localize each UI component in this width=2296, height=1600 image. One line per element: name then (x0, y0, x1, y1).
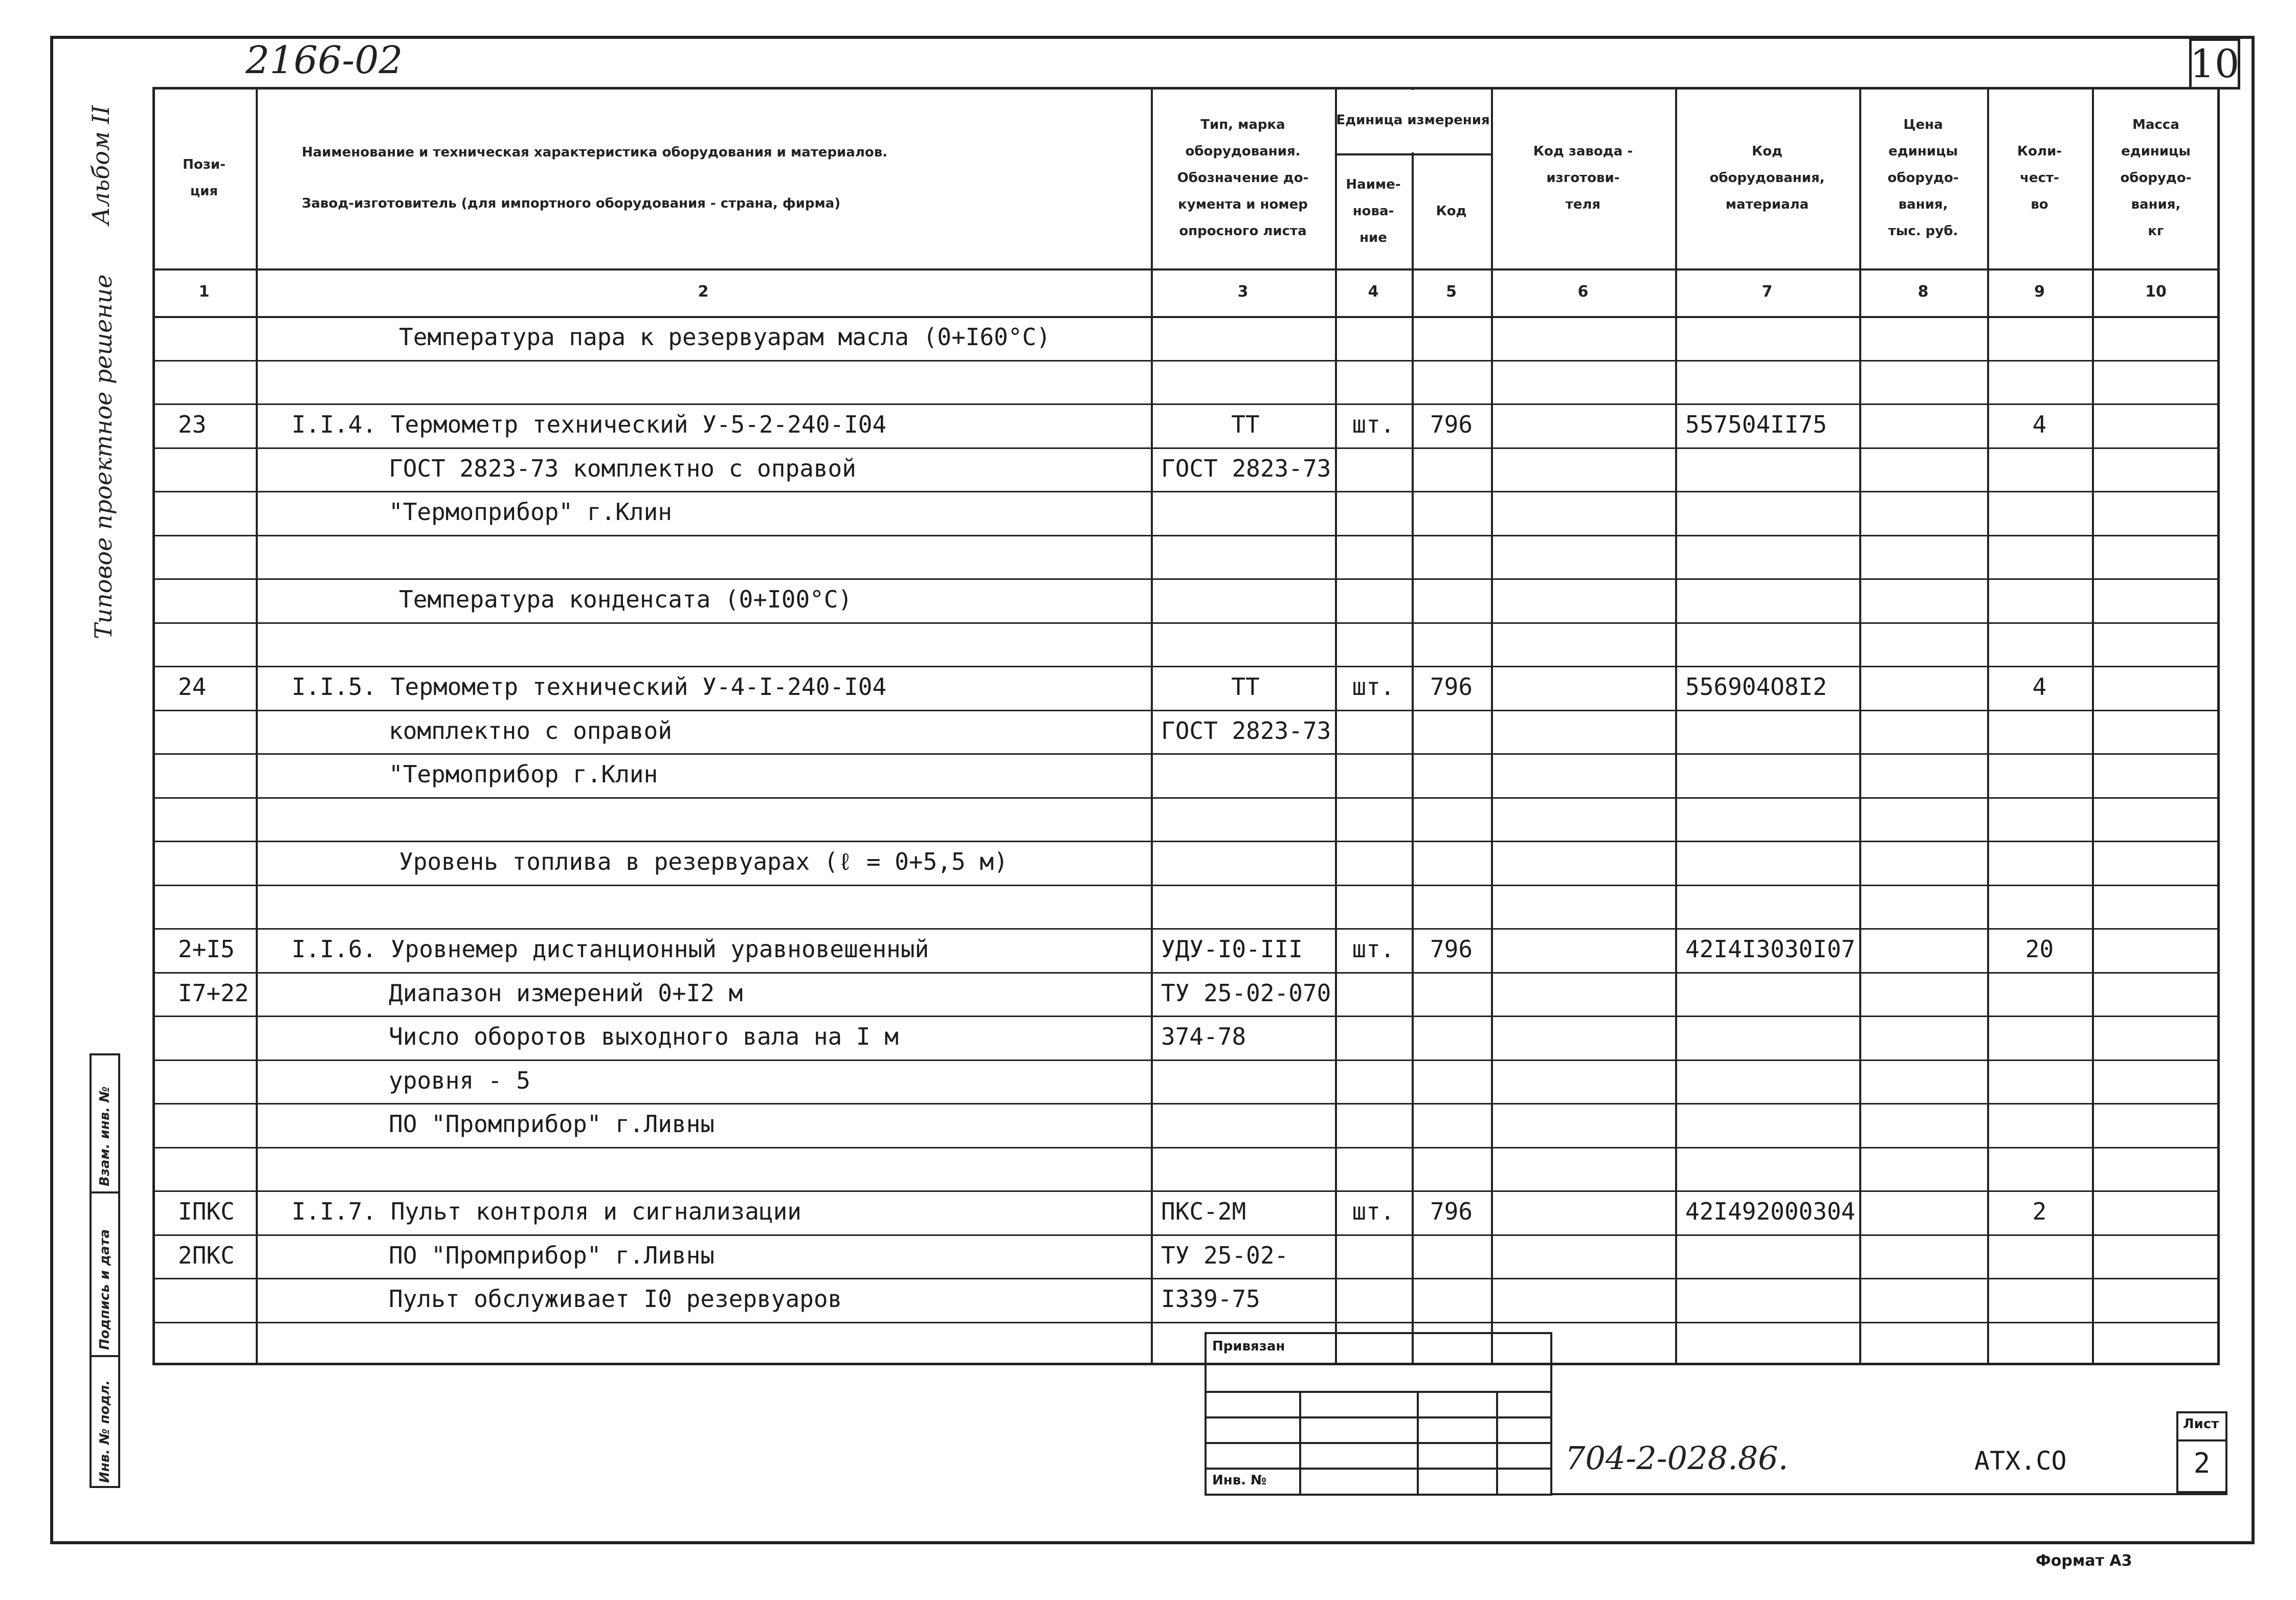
table-cell-c3: ГОСТ 2823-73 (1161, 454, 1331, 482)
row-divider (152, 797, 2220, 799)
row-divider (152, 710, 2220, 711)
table-cell-c5: 796 (1430, 411, 1473, 438)
table-cell-c1: 2ПКС (178, 1241, 235, 1269)
column-number: 1 (198, 283, 210, 301)
table-cell-c7: 557504II75 (1685, 411, 1827, 438)
left-stamp-cell: Взам. инв. № (97, 1086, 113, 1186)
column-header-line: Код (1436, 203, 1467, 219)
table-cell-c2: Пульт обслуживает I0 резервуаров (389, 1285, 842, 1313)
column-header-line: Цена (1903, 117, 1943, 132)
column-header (1335, 153, 1412, 268)
side-album-label: Альбом II (87, 105, 115, 225)
table-cell-c2: комплектно с оправой (389, 716, 672, 745)
column-header-line: оборудования. (1185, 143, 1301, 159)
column-header-line: вания, (1898, 196, 1948, 212)
table-cell-c1: I7+22 (178, 979, 249, 1007)
list-label: Лист (2183, 1416, 2219, 1432)
column-number: 5 (1446, 283, 1457, 301)
column-header (1335, 87, 1491, 153)
header-divider (152, 268, 2220, 271)
column-header-line: единицы (1888, 143, 1958, 159)
table-cell-c2: I.I.4. Термометр технический У-5-2-240-I04 (292, 411, 887, 438)
table-cell-c2: ГОСТ 2823-73 комплектно с оправой (389, 454, 856, 482)
table-cell-c3: ГОСТ 2823-73 (1161, 716, 1331, 745)
format-label: Формат А3 (2036, 1552, 2132, 1570)
row-divider (152, 403, 2220, 405)
column-number: 7 (1762, 283, 1773, 301)
row-divider (152, 1278, 2220, 1279)
column-header (1491, 87, 1675, 268)
table-cell-c7: 556904O8I2 (1685, 673, 1827, 701)
column-number: 10 (2145, 283, 2167, 301)
table-cell-c3: ТУ 25-02-070 (1161, 979, 1331, 1007)
table-cell-c2: Температура пара к резервуарам масла (0+I60°C) (399, 323, 1051, 351)
table-cell-c9: 20 (2025, 935, 2054, 963)
row-divider (152, 1060, 2220, 1061)
column-header-line: кг (2148, 223, 2164, 239)
table-cell-c7: 42I4I3030I07 (1685, 935, 1856, 963)
doc-number-handwritten: 2166-02 (246, 38, 403, 82)
row-divider (152, 753, 2220, 755)
title-block (1205, 1332, 1552, 1496)
column-header-line: Обозначение до- (1177, 170, 1309, 186)
column-header-line: оборудо- (2120, 170, 2192, 186)
column-header (1151, 87, 1335, 268)
header-divider (152, 316, 2220, 318)
column-divider (2092, 87, 2094, 1365)
column-header-line: оборудо- (1887, 170, 1959, 186)
column-number: 4 (1368, 283, 1379, 301)
column-divider (1491, 87, 1493, 1365)
sheet-code: АТХ.СО (1974, 1446, 2067, 1476)
list-box-divider (2176, 1439, 2227, 1441)
column-header-line: Код (1751, 143, 1783, 159)
table-cell-c2: "Термоприбор г.Клин (389, 760, 658, 788)
column-header-line: Коли- (2017, 143, 2062, 159)
column-divider (1412, 87, 1414, 1365)
column-divider (1675, 87, 1677, 1365)
column-header-line: во (2031, 196, 2048, 212)
row-divider (152, 535, 2220, 536)
table-cell-c3: ПКС-2М (1161, 1198, 1246, 1225)
table-cell-c2: I.I.5. Термометр технический У-4-I-240-I04 (292, 673, 887, 701)
table-cell-c9: 4 (2032, 673, 2047, 701)
column-header-line: Единица измерения (1336, 112, 1490, 128)
table-cell-c2: ПО "Промприбор" г.Ливны (389, 1241, 715, 1269)
table-cell-c2: Температура конденсата (0+I00°C) (399, 585, 853, 613)
column-number: 8 (1918, 283, 1929, 301)
table-cell-c2: Диапазон измерений 0+I2 м (389, 979, 743, 1007)
title-block-line (1205, 1442, 1552, 1444)
column-header (256, 87, 1151, 268)
table-cell-c5: 796 (1430, 935, 1473, 963)
row-divider (152, 360, 2220, 362)
row-divider (152, 1190, 2220, 1192)
column-number: 9 (2034, 283, 2045, 301)
row-divider (152, 1016, 2220, 1017)
table-cell-c1: 2+I5 (178, 935, 235, 963)
column-header-line: кумента и номер (1178, 196, 1308, 212)
row-divider (152, 491, 2220, 492)
column-header (1859, 87, 1987, 268)
table-cell-c2: Уровень топлива в резервуарах (ℓ = 0+5,5 м) (399, 848, 1008, 875)
column-header-line: Масса (2132, 117, 2179, 132)
column-header-line: ние (1359, 230, 1387, 245)
table-cell-c3: ТТ (1231, 411, 1260, 438)
column-divider (1151, 87, 1153, 1365)
table-cell-c2: ПО "Промприбор" г.Ливны (389, 1110, 715, 1138)
row-divider (152, 1322, 2220, 1323)
side-project-label: Типовое проектное решение (90, 274, 117, 639)
left-stamp-divider (90, 1355, 120, 1357)
doc-code-handwritten: 704-2-028.86. (1565, 1439, 1789, 1477)
table-cell-c4: шт. (1352, 411, 1395, 438)
table-cell-c2: "Термоприбор" г.Клин (389, 498, 672, 526)
row-divider (152, 447, 2220, 449)
privyazan-label: Привязан (1212, 1339, 1285, 1354)
row-divider (152, 1147, 2220, 1148)
left-stamp-cell: Инв. № подл. (97, 1380, 113, 1483)
list-value: 2 (2193, 1447, 2211, 1479)
table-cell-c1: 24 (178, 673, 207, 701)
column-header (2092, 87, 2220, 268)
column-header-line: Код завода - (1533, 143, 1633, 159)
table-cell-c5: 796 (1430, 1198, 1473, 1225)
title-block-line (1496, 1391, 1498, 1496)
title-block-line (1205, 1391, 1552, 1393)
column-header-line: чест- (2020, 170, 2059, 186)
table-cell-c4: шт. (1352, 1198, 1395, 1225)
table-cell-c2: I.I.7. Пульт контроля и сигнализации (292, 1198, 801, 1225)
title-block-line (1205, 1468, 1552, 1470)
row-divider (152, 622, 2220, 624)
column-header-line: оборудования, (1709, 170, 1825, 186)
column-header-line: Пози- (183, 156, 226, 172)
column-header-line: Тип, марка (1200, 117, 1285, 132)
table-cell-c4: шт. (1352, 673, 1395, 701)
table-cell-c7: 42I492000304 (1685, 1198, 1856, 1225)
row-divider (152, 885, 2220, 886)
row-divider (152, 1103, 2220, 1105)
column-header-line: ция (190, 183, 218, 199)
column-header (1675, 87, 1859, 268)
row-divider (152, 666, 2220, 667)
column-divider (1859, 87, 1861, 1365)
row-divider (152, 928, 2220, 930)
table-cell-c2: уровня - 5 (389, 1066, 530, 1094)
column-header-line: теля (1565, 196, 1601, 212)
table-cell-c1: IПКС (178, 1198, 235, 1225)
column-header-line: изготови- (1546, 170, 1620, 186)
table-cell-c4: шт. (1352, 935, 1395, 963)
column-divider (1335, 87, 1337, 1365)
table-cell-c3: ТТ (1231, 673, 1260, 701)
table-cell-c9: 4 (2032, 411, 2047, 438)
column-header-line: нова- (1352, 203, 1394, 219)
table-cell-c3: I339-75 (1161, 1285, 1260, 1313)
page-number: 10 (2190, 41, 2240, 86)
column-header (1412, 153, 1491, 268)
column-header-line: Наименование и техническая характеристика оборудования и материалов. (302, 144, 888, 160)
row-divider (152, 972, 2220, 974)
row-divider (152, 841, 2220, 842)
column-header-line: материала (1725, 196, 1809, 212)
title-block-line (1205, 1416, 1552, 1418)
table-cell-c3: 374-78 (1161, 1023, 1246, 1050)
column-number: 6 (1577, 283, 1589, 301)
left-stamp-cell: Подпись и дата (97, 1229, 113, 1350)
title-block-base (1552, 1493, 2227, 1495)
column-header-line: вания, (2131, 196, 2181, 212)
table-cell-c2: I.I.6. Уровнемер дистанционный уравновешенный (292, 935, 929, 963)
column-header-line: Наиме- (1346, 176, 1401, 192)
column-divider (256, 87, 258, 1365)
column-number: 3 (1237, 283, 1249, 301)
column-header-line: опросного листа (1179, 223, 1307, 239)
row-divider (152, 578, 2220, 580)
column-header-line: единицы (2121, 143, 2191, 159)
column-number: 2 (698, 283, 709, 301)
column-header-line: тыс. руб. (1888, 223, 1958, 239)
title-block-line (1417, 1391, 1419, 1496)
table-cell-c5: 796 (1430, 673, 1473, 701)
table-cell-c3: ТУ 25-02- (1161, 1241, 1289, 1269)
table-cell-c2: Число оборотов выходного вала на I м (389, 1023, 899, 1050)
title-block-line (1299, 1391, 1301, 1496)
column-header (152, 87, 256, 268)
row-divider (152, 1234, 2220, 1236)
column-divider (1987, 87, 1989, 1365)
table-cell-c1: 23 (178, 411, 207, 438)
inv-label: Инв. № (1212, 1473, 1267, 1488)
left-stamp-divider (90, 1191, 120, 1193)
table-cell-c9: 2 (2032, 1198, 2047, 1225)
column-header-line: Завод-изготовитель (для импортного оборудования - страна, фирма) (302, 195, 841, 211)
column-header (1987, 87, 2092, 268)
table-cell-c3: УДУ-I0-III (1161, 935, 1303, 963)
